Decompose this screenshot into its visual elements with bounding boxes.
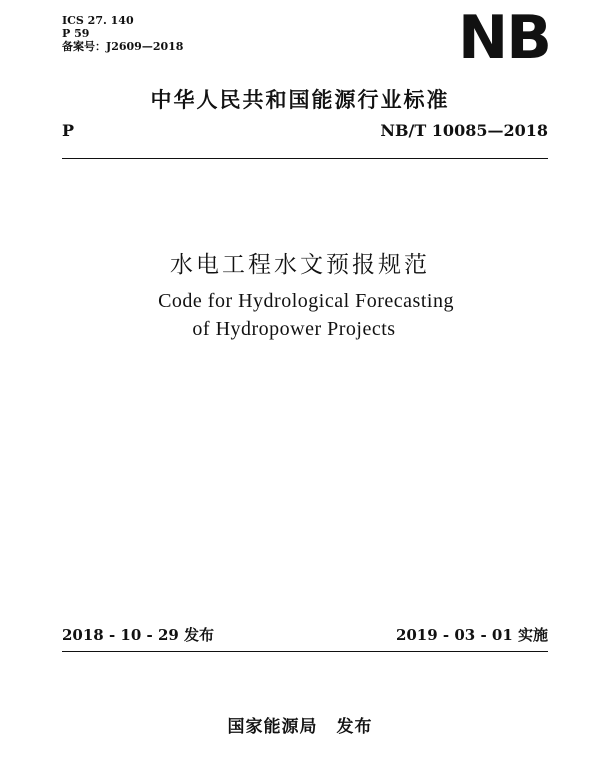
- classification-code: P: [62, 121, 75, 140]
- ics-code: ICS 27. 140: [62, 14, 134, 27]
- filing-number: 备案号：J2609—2018: [62, 40, 184, 53]
- publisher: 国家能源局 发布: [227, 717, 373, 737]
- nb-logo: NB: [458, 3, 550, 73]
- document-title-en-line1: Code for Hydrological Forecasting: [158, 290, 454, 312]
- issue-date: 2018 - 10 - 29 发布: [62, 626, 215, 644]
- top-divider: [62, 158, 548, 159]
- document-title-cn: 水电工程水文预报规范: [170, 252, 430, 278]
- ccs-code: P 59: [62, 27, 90, 40]
- header-meta: [62, 14, 183, 53]
- implementation-date: 2019 - 03 - 01 实施: [395, 626, 548, 644]
- standard-number: NB/T 10085—2018: [380, 121, 548, 140]
- organization-title: 中华人民共和国能源行业标准: [150, 88, 450, 112]
- bottom-divider: [62, 651, 548, 652]
- document-title-en-line2: of Hydropower Projects: [192, 318, 396, 340]
